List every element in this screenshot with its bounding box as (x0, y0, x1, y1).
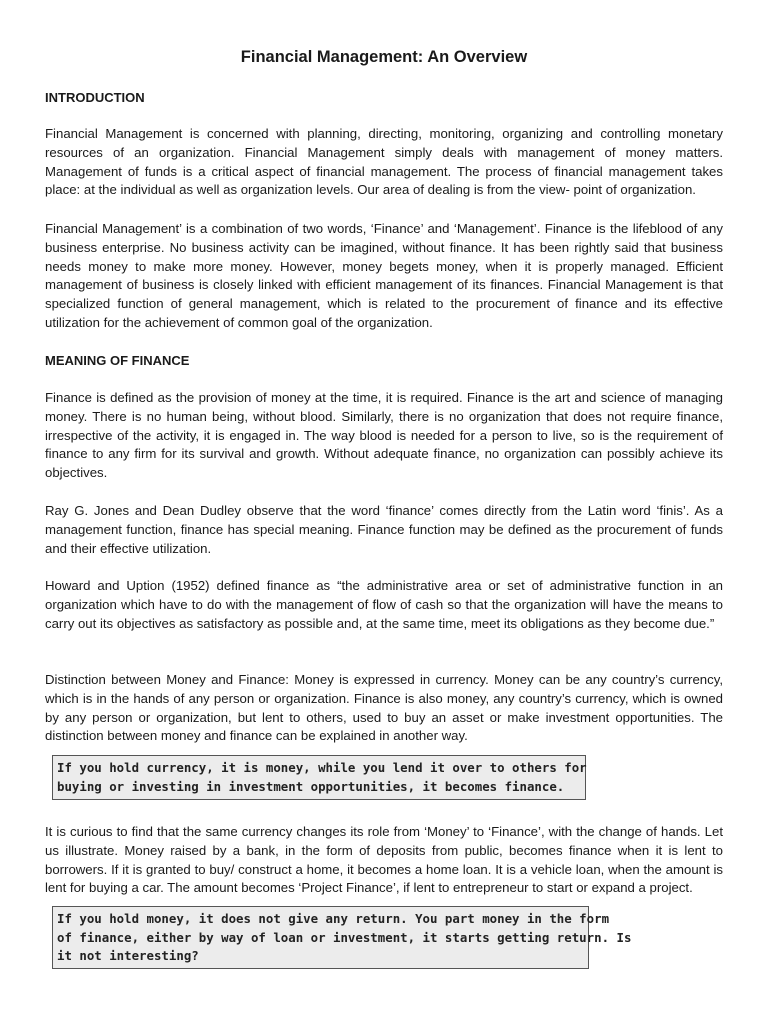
callout-line: If you hold currency, it is money, while you lend it over to others for (57, 760, 587, 775)
callout-line: If you hold money, it does not give any return. You part money in the form (57, 911, 610, 926)
callout-box-money-vs-finance (52, 755, 586, 800)
paragraph-meaning-1: Finance is defined as the provision of money at the time, it is required. Finance is the art and science of managing money. There is no human being, without blood. Similarly, there is no organization that does not require finance, irrespective of the activity, it is engaged in. The way blood is needed for a person to live, so is the requirement of finance to any firm for its survival and growth. Without adequate finance, no organization can possibly achieve its objectives. (45, 390, 723, 481)
paragraph-intro-2: Financial Management’ is a combination of two words, ‘Finance’ and ‘Management’. Finance is the lifeblood of any business enterprise. No business activity can be imagined, without finance. It has been rightly said that business needs money to make more money. However, money begets money, when it is properly managed. Efficient management of business is closely linked with efficient management of its finances. Financial Management is that specialized function of general management, which is related to the procurement of finance and its effective utilization for the achievement of common goal of the organization. (45, 221, 723, 330)
paragraph-intro-1: Financial Management is concerned with planning, directing, monitoring, organizing and controlling monetary resources of an organization. Financial Management simply deals with management of money matters. Management of funds is a critical aspect of financial management. The process of financial management takes place: at the individual as well as organization levels. Our area of dealing is from the view- point of organization. (45, 126, 723, 198)
section-heading-meaning-of-finance: MEANING OF FINANCE (45, 353, 190, 368)
paragraph-meaning-3: Howard and Uption (1952) defined finance as “the administrative area or set of administrative function in an organization which have to do with the management of flow of cash so that the organization will have the means to carry out its objectives as satisfactory as possible and, at the same time, meet its obligations as they become due.” (45, 578, 723, 631)
callout-line: buying or investing in investment opportunities, it becomes finance. (57, 778, 565, 794)
page-title: Financial Management: An Overview (240, 48, 528, 66)
section-heading-introduction: INTRODUCTION (45, 90, 145, 105)
callout-line: it not interesting? (57, 948, 199, 963)
paragraph-distinction: Distinction between Money and Finance: Money is expressed in currency. Money can be any country’s currency, which is in the hands of any person or organization. Finance is also money, any country’s currency, which is owned by any person or organization, but lent to others, used to buy an asset or make investment opportunities. The distinction between money and finance can be explained in another way. (45, 672, 723, 744)
callout-box-return (52, 906, 632, 969)
paragraph-meaning-2: Ray G. Jones and Dean Dudley observe that the word ‘finance’ comes directly from the Latin word ‘finis’. As a management function, finance has special meaning. Finance function may be defined as the procurement of funds and their effective utilization. (45, 503, 723, 556)
callout-line: of finance, either by way of loan or investment, it starts getting return. Is (57, 929, 632, 945)
paragraph-illustration: It is curious to find that the same currency changes its role from ‘Money’ to ‘Finance’, with the change of hands. Let us illustrate. Money raised by a bank, in the form of deposits from public, becomes finance when it is lent to borrowers. If it is granted to buy/ construct a home, it becomes a home loan. It is a vehicle loan, when the amount is lent for buying a car. The amount becomes ‘Project Finance’, if lent to entrepreneur to start or expand a project. (45, 824, 723, 896)
